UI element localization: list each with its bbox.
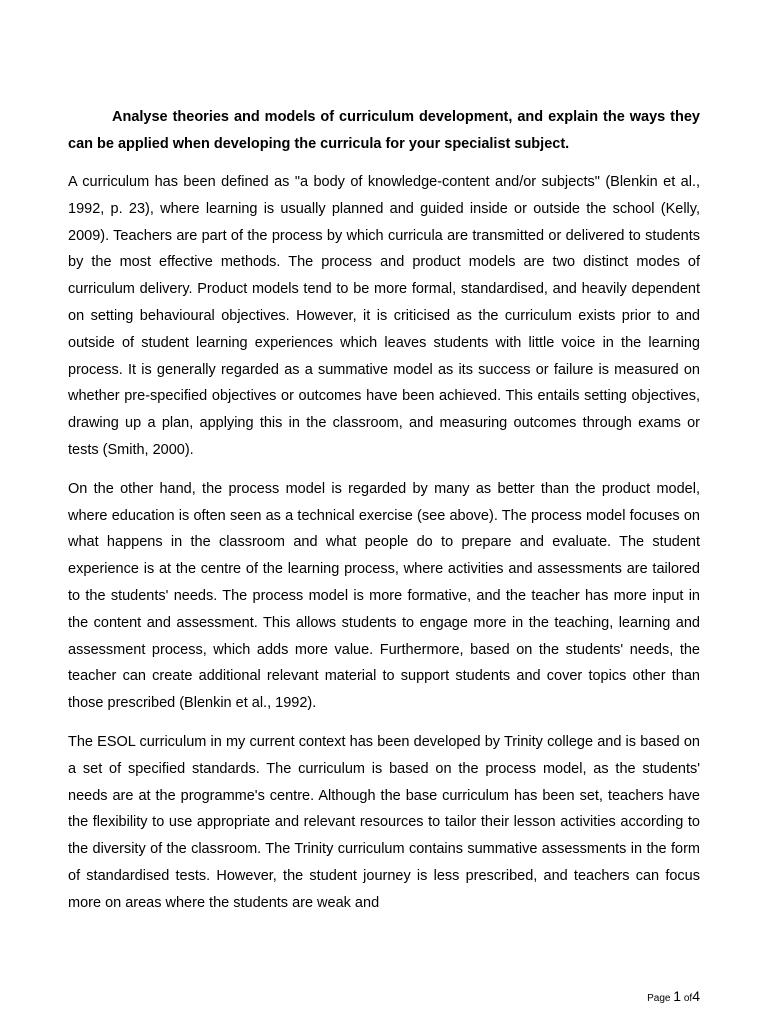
- document-body: [68, 104, 700, 917]
- paragraph-2: On the other hand, the process model is regarded by many as better than the product model, where education is often seen as a technical exercise (see above). The process model focuses on what happens in the classroom and what people do to prepare and evaluate. The student experience is at the centre of the learning process, where activities and assessments are tailored to the students' needs. The process model is more formative, and the teacher has more input in the content and assessment. This allows students to engage more in the teaching, learning and assessment process, which adds more value. Furthermore, based on the students' needs, the teacher can create additional relevant material to support students and cover topics other than those prescribed (Blenkin et al., 1992).: [68, 480, 700, 712]
- essay-question-heading: Analyse theories and models of curriculum development, and explain the ways they can be applied when developing the curricula for your specialist subject.: [68, 109, 700, 152]
- total-pages: 4: [692, 988, 700, 1004]
- of-label: of: [683, 993, 693, 1004]
- page-label: Page: [647, 993, 671, 1004]
- paragraph-1: A curriculum has been defined as "a body of knowledge-content and/or subjects" (Blenkin et al., 1992, p. 23), where learning is usually planned and guided inside or outside the school (Kelly, 2009). Teachers are part of the process by which curricula are transmitted or delivered to students by the most effective methods. The process and product models are two distinct modes of curriculum delivery. Product models tend to be more formal, standardised, and heavily dependent on setting behavioural objectives. However, it is criticised as the curriculum exists prior to and outside of student learning experiences which leaves students with little voice in the learning process. It is generally regarded as a summative model as its success or failure is measured on whether pre-specified objectives or outcomes have been achieved. This entails setting objectives, drawing up a plan, applying this in the classroom, and measuring outcomes through exams or tests (Smith, 2000).: [68, 174, 700, 458]
- page-footer: [647, 986, 700, 1009]
- paragraph-3: The ESOL curriculum in my current context has been developed by Trinity college and is based on a set of specified standards. The curriculum is based on the process model, as the students' needs are at the programme's centre. Although the base curriculum has been set, teachers have the flexibility to use appropriate and relevant resources to tailor their lesson activities according to the diversity of the classroom. The Trinity curriculum contains summative assessments in the form of standardised tests. However, the student journey is less prescribed, and teachers can focus more on areas where the students are weak and: [68, 733, 700, 911]
- page-number: 1: [673, 988, 682, 1004]
